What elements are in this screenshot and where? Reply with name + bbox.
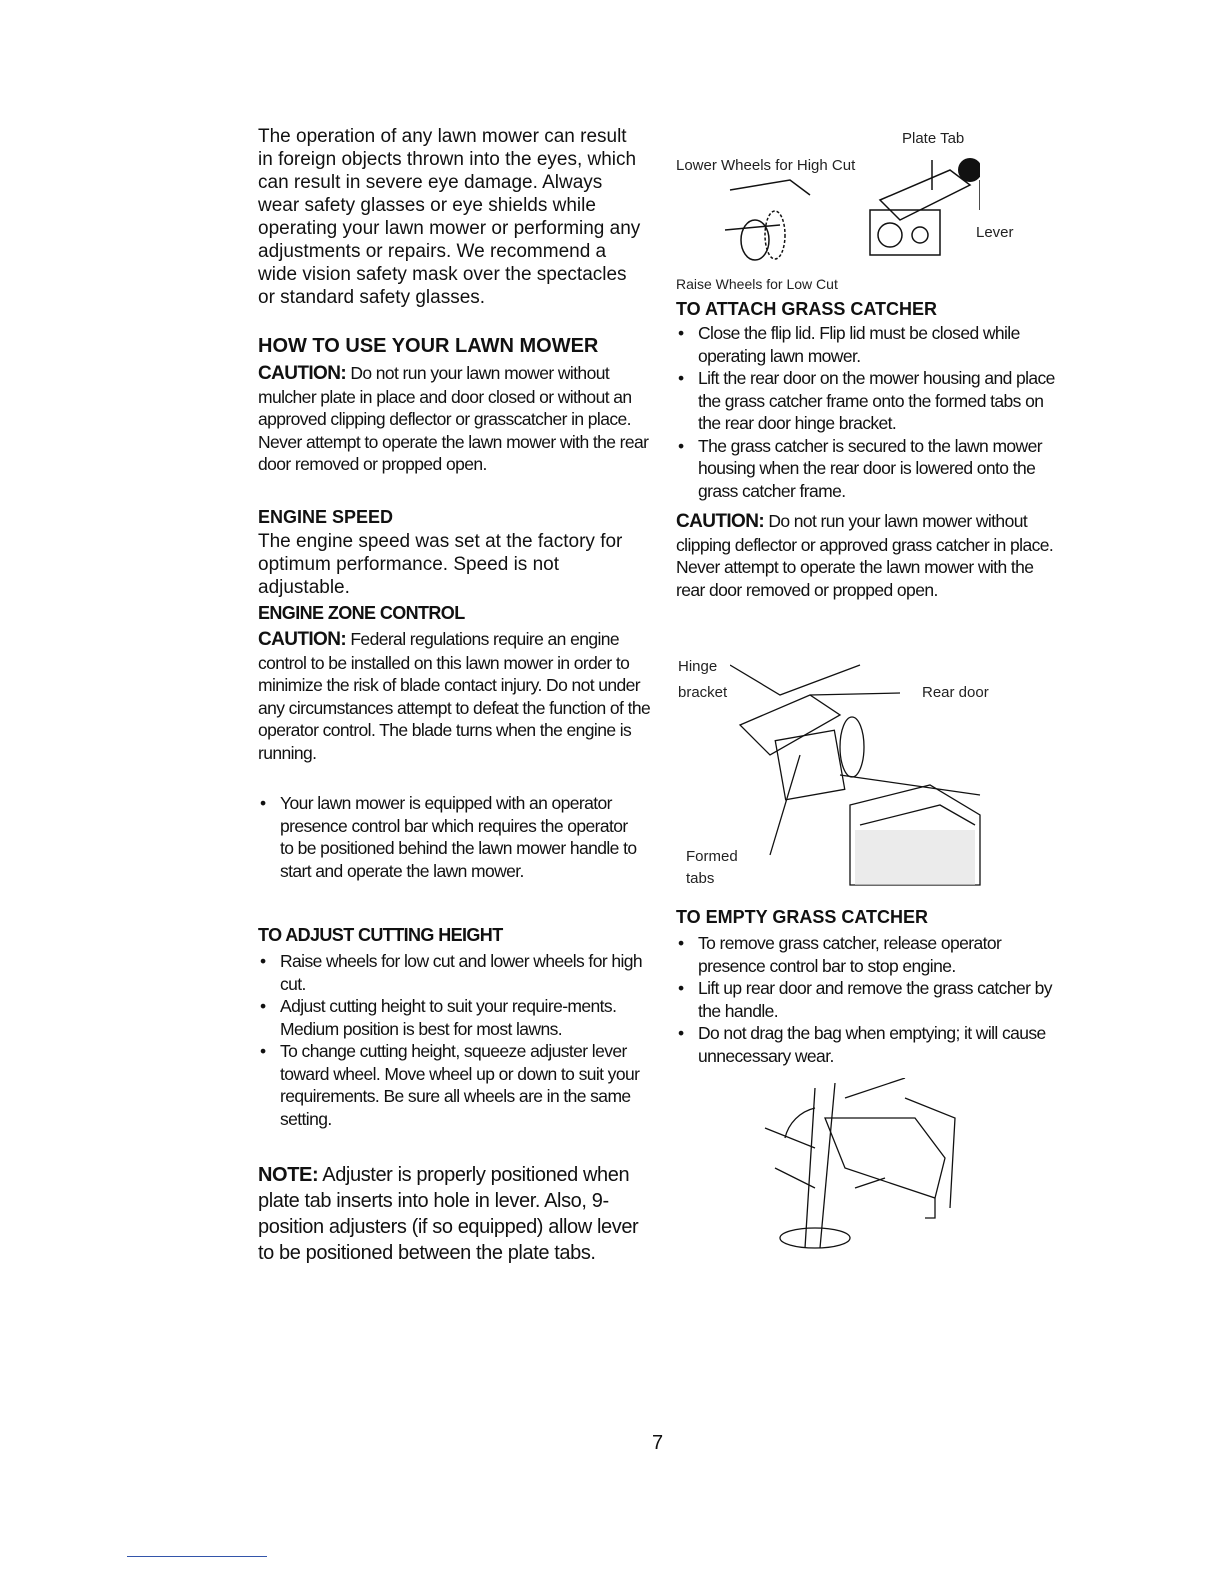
list-item: • Close the flip lid. Flip lid must be closed while operating lawn mower. [676, 322, 1066, 367]
rear-door-label: Rear door [922, 684, 989, 701]
caution-mulcher [258, 362, 658, 476]
engine-speed-text: The engine speed was set at the factory for optimum performance. Speed is not adjustable. [258, 531, 623, 598]
list-item: • The grass catcher is secured to the lawn mower housing when the rear door is lowered onto the grass catcher frame. [676, 435, 1066, 503]
caution-text: Do not run your lawn mower without mulcher plate in place and door closed or without an approved clipping deflector or grasscatcher in place. Never attempt to operate the lawn mower with the rear door removed or propped open. [258, 363, 649, 474]
caution-catcher [676, 510, 1066, 601]
hinge-label: Hinge [678, 658, 718, 675]
zone-bullets [258, 792, 643, 882]
lever-label: Lever [976, 224, 1014, 241]
lower-wheels-label: Lower Wheels for High Cut [676, 157, 856, 174]
list-item: • Do not drag the bag when emptying; it will cause unnecessary wear. [676, 1022, 1066, 1067]
safety-intro: The operation of any lawn mower can result in foreign objects thrown into the eyes, which can result in severe eye damage. Always wear safety glasses or eye shields while operating your lawn mower or performing any adjustments or repairs. We recommend a wide vision safety mask over the spectacles or standard safety glasses. [258, 126, 641, 308]
footer-rule [127, 1556, 267, 1557]
attach-catcher-heading: TO ATTACH GRASS CATCHER [676, 299, 937, 319]
how-to-use-heading: HOW TO USE YOUR LAWN MOWER [258, 335, 599, 357]
list-item: • Your lawn mower is equipped with an operator presence control bar which requires the operator to be positioned behind the lawn mower handle to start and operate the lawn mower. [258, 792, 643, 882]
wheel-adjuster-illustration [720, 150, 980, 270]
raise-wheels-label: Raise Wheels for Low Cut [676, 276, 838, 292]
bracket-label: bracket [678, 684, 728, 701]
list-item: • Raise wheels for low cut and lower wheels for high cut. [258, 950, 643, 995]
engine-speed-heading: ENGINE SPEED [258, 507, 394, 527]
caution-text: Do not run your lawn mower without clipping deflector or approved grass catcher in place. Never attempt to operate the lawn mower with the rear door removed or propped open. [676, 511, 1054, 600]
page-number: 7 [652, 1432, 664, 1454]
caution-label: CAUTION: [676, 511, 765, 532]
caution-label: CAUTION: [258, 363, 347, 384]
empty-catcher-heading: TO EMPTY GRASS CATCHER [676, 907, 929, 927]
note-text: Adjuster is properly positioned when plate tab inserts into hole in lever. Also, 9-position adjusters (if so equipped) allow lever to be positioned between the plate tabs. [258, 1164, 639, 1264]
adjust-height-heading: TO ADJUST CUTTING HEIGHT [258, 925, 503, 945]
grass-catcher-attach-illustration [730, 655, 990, 895]
emptying-catcher-illustration [755, 1078, 965, 1258]
list-item: • To change cutting height, squeeze adjuster lever toward wheel. Move wheel up or down to suit your requirements. Be sure all wheels are in the same setting. [258, 1040, 643, 1130]
adjust-bullets [258, 950, 643, 1130]
list-item: • Lift the rear door on the mower housing and place the grass catcher frame onto the formed tabs on the rear door hinge bracket. [676, 367, 1066, 435]
engine-zone-heading: ENGINE ZONE CONTROL [258, 603, 465, 623]
caution-label: CAUTION: [258, 629, 347, 650]
plate-tab-label: Plate Tab [902, 130, 965, 147]
list-item: • Lift up rear door and remove the grass catcher by the handle. [676, 977, 1066, 1022]
note-label: NOTE: [258, 1164, 319, 1186]
note-adjuster [258, 1162, 643, 1266]
list-item: • To remove grass catcher, release operator presence control bar to stop engine. [676, 932, 1066, 977]
empty-bullets [676, 932, 1066, 1067]
list-item: • Adjust cutting height to suit your require-ments. Medium position is best for most lawns. [258, 995, 643, 1040]
formed-label: Formed [686, 848, 738, 865]
caution-zone [258, 628, 658, 764]
attach-bullets [676, 322, 1066, 502]
caution-text: Federal regulations require an engine control to be installed on this lawn mower in order to minimize the risk of blade contact injury. Do not under any circumstances attempt to defeat the function of the operator control. The blade turns when the engine is running. [258, 629, 651, 763]
tabs-label: tabs [686, 870, 715, 887]
